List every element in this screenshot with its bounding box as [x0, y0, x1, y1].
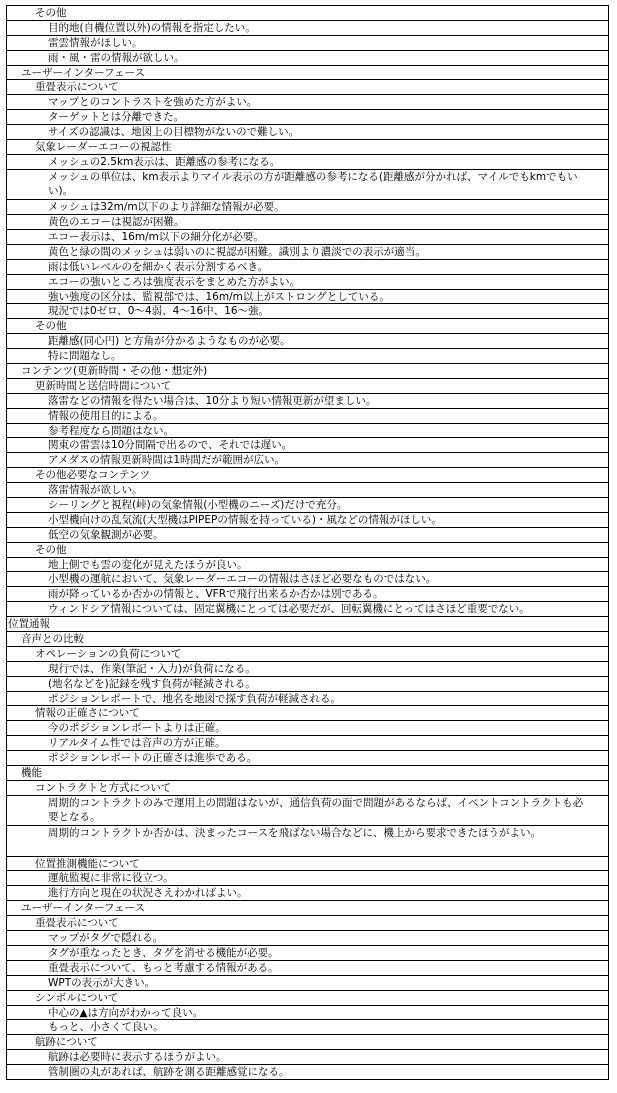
outline-row-text: 情報の使用目的による。: [48, 409, 164, 422]
outline-row-text: 強い強度の区分は、監視部では、16m/m以上がストロングとしている。: [48, 290, 390, 303]
outline-row: [7, 319, 608, 334]
outline-row-text: 位置推測機能について: [35, 857, 140, 870]
outline-row-text: 航跡は必要時に表示するほうがよい。: [48, 1051, 227, 1064]
outline-row-text: もっと、小さくて良い。: [48, 1021, 164, 1034]
outline-row: [7, 871, 608, 886]
outline-row: [7, 36, 608, 51]
outline-row: [7, 692, 608, 707]
outline-row: [7, 409, 608, 424]
outline-row-text: 位置通報: [8, 618, 50, 631]
outline-row: [7, 290, 608, 305]
outline-row: [7, 1006, 608, 1021]
outline-row: [7, 1050, 608, 1065]
outline-row-text: ユーザーインターフェース: [21, 902, 146, 915]
outline-row-text: マップがタグで隠れる。: [48, 932, 164, 945]
outline-row-text: 中心の▲は方向がわかって良い。: [48, 1006, 204, 1019]
outline-row-text: 黄色と緑の間のメッシュは弱いのに視認が困難。識別より濃淡での表示が適当。: [48, 245, 426, 258]
outline-row: [7, 66, 608, 81]
outline-row: [7, 6, 608, 21]
outline-row: [7, 498, 608, 513]
outline-row-text: ターゲットとは分離できた。: [48, 111, 185, 124]
outline-row: [7, 662, 608, 677]
outline-row: [7, 543, 608, 558]
outline-row-text: ユーザーインターフェース: [21, 66, 146, 79]
outline-row-text: ポジションレポートで、地名を地図で探す負荷が軽減される。: [48, 692, 342, 705]
outline-row: [7, 751, 608, 766]
outline-row-text: 地上側でも雲の変化が見えたほうが良い。: [48, 558, 248, 571]
outline-row: [7, 1065, 608, 1080]
outline-row-text: 目的地(自機位置以外)の情報を指定したい。: [48, 21, 256, 34]
outline-row: [7, 334, 608, 349]
outline-row: [7, 513, 608, 528]
outline-row-text: 運航監視に非常に役立つ。: [48, 872, 174, 885]
outline-row-text: 雨が降っているか否かの情報と、VFRで飛行出来るか否かは別である。: [48, 588, 384, 601]
outline-row: [7, 230, 608, 245]
outline-row-text: (地名などを)記録を残す負荷が軽減される。: [48, 677, 256, 690]
outline-row-text: 気象レーダーエコーの視認性: [35, 141, 172, 154]
outline-row: [7, 916, 608, 931]
outline-row-text: ポジションレポートの正確さは進歩である。: [48, 752, 258, 765]
outline-row-text: 参考程度なら問題はない。: [48, 424, 174, 437]
outline-row-text: その他: [35, 320, 67, 333]
outline-row-text: メッシュの単位は、km表示よりマイル表示の方が距離感の参考になる(距離感が分かれば、マイルでもkmでもいい)。: [48, 170, 578, 198]
outline-row-text: 進行方向と現在の状況さえわかればよい。: [48, 887, 248, 900]
outline-row-text: 管制圏の丸があれば、航跡を測る距離感覚になる。: [48, 1066, 290, 1079]
outline-row: [7, 1035, 608, 1050]
outline-row: [7, 602, 608, 617]
outline-row-text: 低空の気象観測が必要。: [48, 528, 164, 541]
outline-row: [7, 706, 608, 721]
outline-row-text: その他必要なコンテンツ: [35, 469, 150, 482]
outline-row-text: 現行では、作業(筆記・入力)が負荷になる。: [48, 662, 256, 675]
outline-row: [7, 275, 608, 290]
outline-row-text: エコー表示は、16m/m以下の細分化が必要。: [48, 230, 264, 243]
outline-row-text: 雨は低いレベルのを細かく表示分割するべき。: [48, 260, 269, 273]
outline-row-text: 航跡について: [35, 1036, 98, 1049]
outline-row: [7, 483, 608, 498]
outline-row-text: サイズの認識は、地図上の目標物がないので難しい。: [48, 126, 300, 139]
outline-row: [7, 677, 608, 692]
outline-row: [7, 587, 608, 602]
outline-row-text: 特に問題なし。: [48, 350, 122, 363]
outline-row: [7, 215, 608, 230]
outline-row-text: WPTの表示が大きい。: [48, 976, 156, 989]
outline-row: [7, 736, 608, 751]
outline-row-text: メッシュは32m/m以下のより詳細な情報が必要。: [48, 201, 285, 214]
outline-row: [7, 170, 608, 200]
outline-row: [7, 394, 608, 409]
outline-row-text: エコーの強いところは強度表示をまとめた方がよい。: [48, 275, 300, 288]
outline-row: [7, 976, 608, 991]
outline-table: [6, 5, 609, 1080]
outline-row-text: ウィンドシア情報については、固定翼機にとっては必要だが、回転翼機にとってはさほど重要でない。: [48, 603, 530, 616]
outline-row-text: 小型機向けの乱気流(大型機はPIPEPの情報を持っている)・風などの情報がほしい。: [48, 513, 442, 526]
outline-row-text: タグが重なったとき、タグを消せる機能が必要。: [48, 946, 279, 959]
outline-row: [7, 961, 608, 976]
outline-row: [7, 468, 608, 483]
outline-row: [7, 140, 608, 155]
outline-row: [7, 647, 608, 662]
outline-row-text: その他: [35, 543, 67, 556]
outline-row-text: 雨・風・雷の情報が欲しい。: [48, 51, 185, 64]
outline-row-text: コンテンツ(更新時間・その他・想定外): [21, 364, 208, 377]
outline-row: [7, 886, 608, 901]
outline-row: [7, 51, 608, 66]
outline-row: [7, 796, 608, 826]
outline-row: [7, 931, 608, 946]
outline-row: [7, 304, 608, 319]
outline-row-text: 落雷などの情報を得たい場合は、10分より短い情報更新が望ましい。: [48, 394, 377, 407]
outline-row: [7, 260, 608, 275]
outline-row-text: 周期的コントラクトか否かは、決まったコースを飛ばない場合などに、機上から要求できたほうがよい。: [48, 827, 541, 840]
outline-row: [7, 245, 608, 260]
outline-row-text: 情報の正確さについて: [35, 707, 140, 720]
outline-row: [7, 826, 608, 856]
outline-row-text: 重畳表示について: [35, 81, 119, 94]
outline-row: [7, 349, 608, 364]
outline-row-text: 重畳表示について: [35, 917, 119, 930]
outline-row: [7, 528, 608, 543]
outline-row: [7, 80, 608, 95]
outline-row: [7, 379, 608, 394]
outline-row-text: シーリングと視程(峠)の気象情報(小型機のニーズ)だけで充分。: [48, 499, 348, 511]
outline-row-text: 距離感(同心円) と方角が分かるようなものが必要。: [48, 335, 291, 348]
outline-row: [7, 632, 608, 647]
outline-row: [7, 21, 608, 36]
outline-row: [7, 946, 608, 961]
outline-row: [7, 364, 608, 379]
outline-row-text: アメダスの情報更新時間は1時間だが範囲が広い。: [48, 454, 286, 467]
outline-row-text: その他: [35, 7, 67, 19]
outline-row: [7, 857, 608, 872]
outline-row-text: 音声との比較: [21, 633, 84, 646]
outline-row-text: 小型機の運航において、気象レーダーエコーの情報はさほど必要なものではない。: [48, 573, 437, 586]
outline-row: [7, 125, 608, 140]
outline-row: [7, 424, 608, 439]
outline-row: [7, 766, 608, 781]
outline-row-text: 周期的コントラクトのみで運用上の問題はないが、通信負荷の面で問題があるならば、イベントコントラクトも必要となる。: [48, 796, 584, 824]
outline-row: [7, 95, 608, 110]
outline-row: [7, 200, 608, 215]
outline-row-text: 現況では0ゼロ、0～4弱、4～16中、16～強。: [48, 305, 270, 318]
outline-row: [7, 110, 608, 125]
outline-row-text: メッシュの2.5km表示は、距離感の参考になる。: [48, 155, 281, 168]
outline-row-text: 重畳表示について、もっと考慮する情報がある。: [48, 961, 279, 974]
outline-row-text: 黄色のエコーは視認が困難。: [48, 216, 185, 229]
outline-row-text: コントラクトと方式について: [35, 781, 172, 794]
outline-row-text: 雷雲情報がほしい。: [48, 36, 143, 49]
outline-row: [7, 558, 608, 573]
outline-row: [7, 1020, 608, 1035]
outline-row: [7, 453, 608, 468]
outline-row: [7, 781, 608, 796]
outline-row-text: 機能: [21, 767, 42, 780]
outline-row-text: 関東の雷雲は10分間隔で出るので、それでは遅い。: [48, 439, 293, 452]
outline-row: [7, 438, 608, 453]
outline-row-text: オペレーションの負荷について: [35, 647, 182, 660]
outline-row-text: 更新時間と送信時間について: [35, 379, 172, 392]
outline-row: [7, 155, 608, 170]
outline-row-text: リアルタイム性では音声の方が正確。: [48, 737, 226, 750]
outline-row: [7, 721, 608, 736]
outline-row-text: 落雷情報が欲しい。: [48, 484, 143, 497]
outline-row-text: マップとのコントラストを強めた方がよい。: [48, 96, 258, 109]
outline-row: [7, 991, 608, 1006]
outline-row-text: シンボルについて: [35, 991, 119, 1004]
outline-row-text: 今のポジションレポートよりは正確。: [48, 722, 226, 735]
outline-row: [7, 901, 608, 916]
outline-row: [7, 617, 608, 632]
outline-row: [7, 572, 608, 587]
